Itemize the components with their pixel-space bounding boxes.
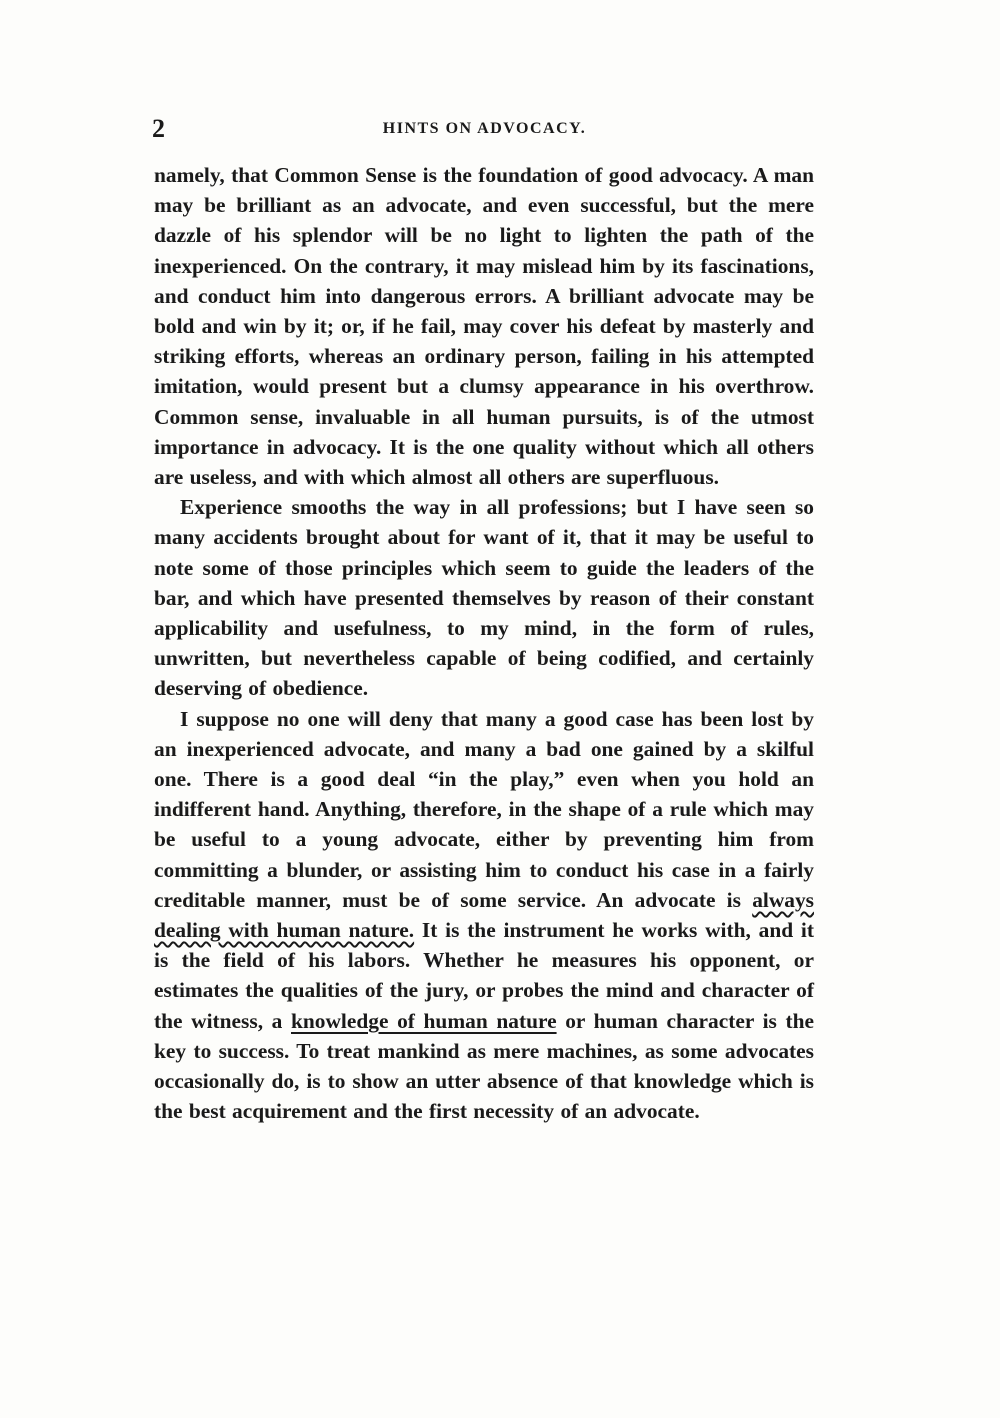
underlined-phrase-knowledge: knowledge of human nature	[291, 1008, 557, 1033]
paragraph-3	[154, 704, 814, 1127]
paragraph-3-part-c: or human character is the key to success. To treat mankind as mere machines, as some advocates occasionally do, is to show an utter absence of that knowledge which is the best acquirement and the first necessity of an advocate.	[154, 1008, 814, 1124]
body-text	[154, 160, 814, 1127]
page-header	[152, 114, 817, 144]
paragraph-2: Experience smooths the way in all professions; but I have seen so many accidents brought about for want of it, that it may be useful to note some of those principles which seem to guide the leaders of the bar, and which have presented themselves by reason of their constant applicability and usefulness, to my mind, in the form of rules, unwritten, but nevertheless capable of being codified, and certainly deserving of obedience.	[154, 495, 814, 701]
paragraph-3-part-a: I suppose no one will deny that many a good case has been lost by an inexperienced advocate, and many a bad one gained by a skilful one. There is a good deal “in the play,” even when you hold an indifferent hand. Anything, therefore, in the shape of a rule which may be useful to a young advocate, either by preventing him from committing a blunder, or assisting him to conduct his case in a fairly creditable manner, must be of some service. An advocate is	[154, 706, 814, 912]
page-number: 2	[152, 114, 165, 143]
paragraph-1: namely, that Common Sense is the foundation of good advocacy. A man may be brilliant as an advocate, and even successful, but the mere dazzle of his splendor will be no light to lighten the path of the inexperienced. On the contrary, it may mislead him by its fascinations, and conduct him into dangerous errors. A brilliant advocate may be bold and win by it; or, if he fail, may cover his defeat by masterly and striking efforts, whereas an ordinary person, failing in his attempted imitation, would present but a clumsy appearance in his overthrow. Common sense, invaluable in all human pursuits, is of the utmost importance in advocacy. It is the one quality without which all others are useless, and with which almost all others are superfluous.	[154, 163, 814, 490]
running-head: HINTS ON ADVOCACY.	[382, 120, 587, 137]
underlined-phrase-human-nature: always dealing with human nature.	[154, 887, 814, 943]
paragraph-3-part-b: It is the instrument he works with, and it is the field of his labors. Whether he measures his opponent, or estimates the qualities of the jury, or probes the mind and character of the witness, a	[154, 918, 814, 1033]
